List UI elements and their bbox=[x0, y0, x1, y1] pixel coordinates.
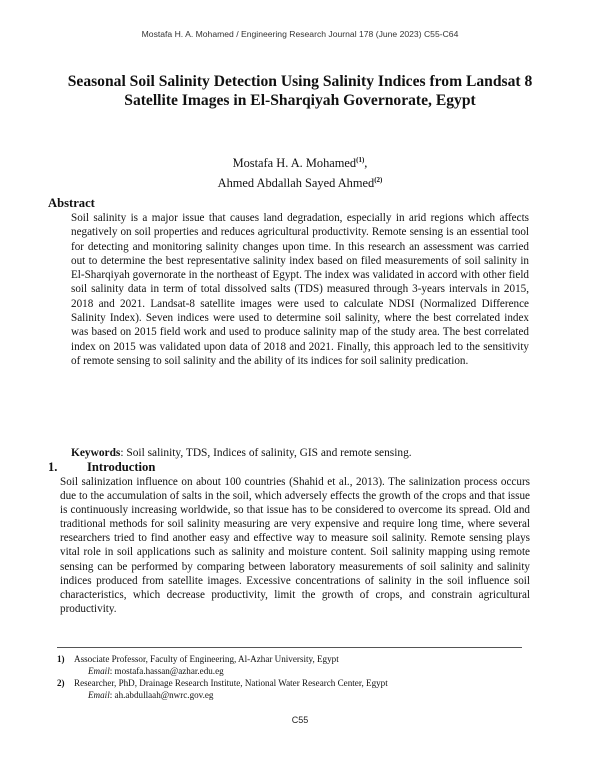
footnote-affiliation: Associate Professor, Faculty of Engineering, Al-Azhar University, Egypt bbox=[74, 654, 339, 664]
footnote-mark: 1) bbox=[57, 654, 65, 664]
author-affiliation-mark: (1) bbox=[356, 156, 365, 164]
footnote-affiliation: Researcher, PhD, Drainage Research Institute, National Water Research Center, Egypt bbox=[74, 678, 388, 688]
section-heading-introduction bbox=[48, 460, 155, 475]
author-list bbox=[0, 152, 600, 192]
section-title: Introduction bbox=[87, 460, 156, 474]
paper-title: Seasonal Soil Salinity Detection Using Salinity Indices from Landsat 8 Satellite Images in El-Sharqiyah Governorate, Egypt bbox=[67, 73, 533, 109]
footnote-email: : mostafa.hassan@azhar.edu.eg bbox=[109, 665, 224, 676]
footnote-1 bbox=[57, 654, 537, 677]
author-separator: , bbox=[364, 156, 368, 170]
keywords-text: : Soil salinity, TDS, Indices of salinity, GIS and remote sensing. bbox=[120, 447, 412, 459]
abstract-heading: Abstract bbox=[48, 196, 95, 210]
author-name: Ahmed Abdallah Sayed Ahmed bbox=[217, 176, 375, 190]
footnote-email: : ah.abdullaah@nwrc.gov.eg bbox=[109, 689, 214, 700]
email-label: Email bbox=[88, 665, 110, 676]
author-name: Mostafa H. A. Mohamed bbox=[232, 156, 357, 170]
footnote-mark: 2) bbox=[57, 678, 65, 688]
author-2 bbox=[0, 172, 600, 192]
section-number: 1. bbox=[48, 460, 58, 474]
email-label: Email bbox=[88, 689, 110, 700]
footnote-divider bbox=[57, 647, 522, 648]
keywords-label: Keywords bbox=[71, 447, 121, 459]
author-1 bbox=[0, 152, 600, 172]
page-number: C55 bbox=[291, 715, 309, 725]
footnote-2 bbox=[57, 678, 537, 701]
author-affiliation-mark: (2) bbox=[374, 176, 383, 184]
abstract-text: Soil salinity is a major issue that causes land degradation, especially in arid regions which affects negatively on soil properties and reduces agricultural productivity. Remote sensing is an essential tool for detecting and monitoring salinity changes upon time. In this research an assessment was carried out to determine the best representative salinity index based on filed measurements of soil salinity in El-Sharqiyah governorate in the northeast of Egypt. The index was validated in accord with other field soil salinity data in term of total dissolved salts (TDS) measured through 3-years intervals in 2015, 2018 and 2021. Landsat-8 satellite images were used to calculate NDSI (Normalized Difference Salinity Index). Seven indices were used to determine soil salinity, where the best correlated index was based on 2015 field work and used to produce salinity map of the study area. The best correlated index on 2015 was validated upon data of 2018 and 2021. Finally, this approach led to the sensitivity of remote sensing to soil salinity and the ability of its indices for soil salinity predication. bbox=[71, 212, 529, 367]
keywords bbox=[71, 446, 531, 460]
running-head: Mostafa H. A. Mohamed / Engineering Research Journal 178 (June 2023) C55-C64 bbox=[141, 29, 459, 39]
introduction-text: Soil salinization influence on about 100 countries (Shahid et al., 2013). The salinization process occurs due to the accumulation of salts in the soil, which adversely effects the growth of the crops and that issue is continuously increasing worldwide, so that issue has to be considered to overcome its spread. Old and traditional methods for soil salinity measuring are very expensive and require long time, where several researchers tried to find another easy and effective way to measure soil salinity. Remote sensing plays vital role in soil applications such as salinity and moisture content. Soil salinity mapping using remote sensing can be performed by comparing between laboratory measurements of soil salinity and salinity indices produced from satellite images. Excessive concentrations of salinity in the soil influence soil characteristics, which decrease productivity, limit the growth of crops, and constrain agricultural productivity. bbox=[60, 476, 530, 615]
